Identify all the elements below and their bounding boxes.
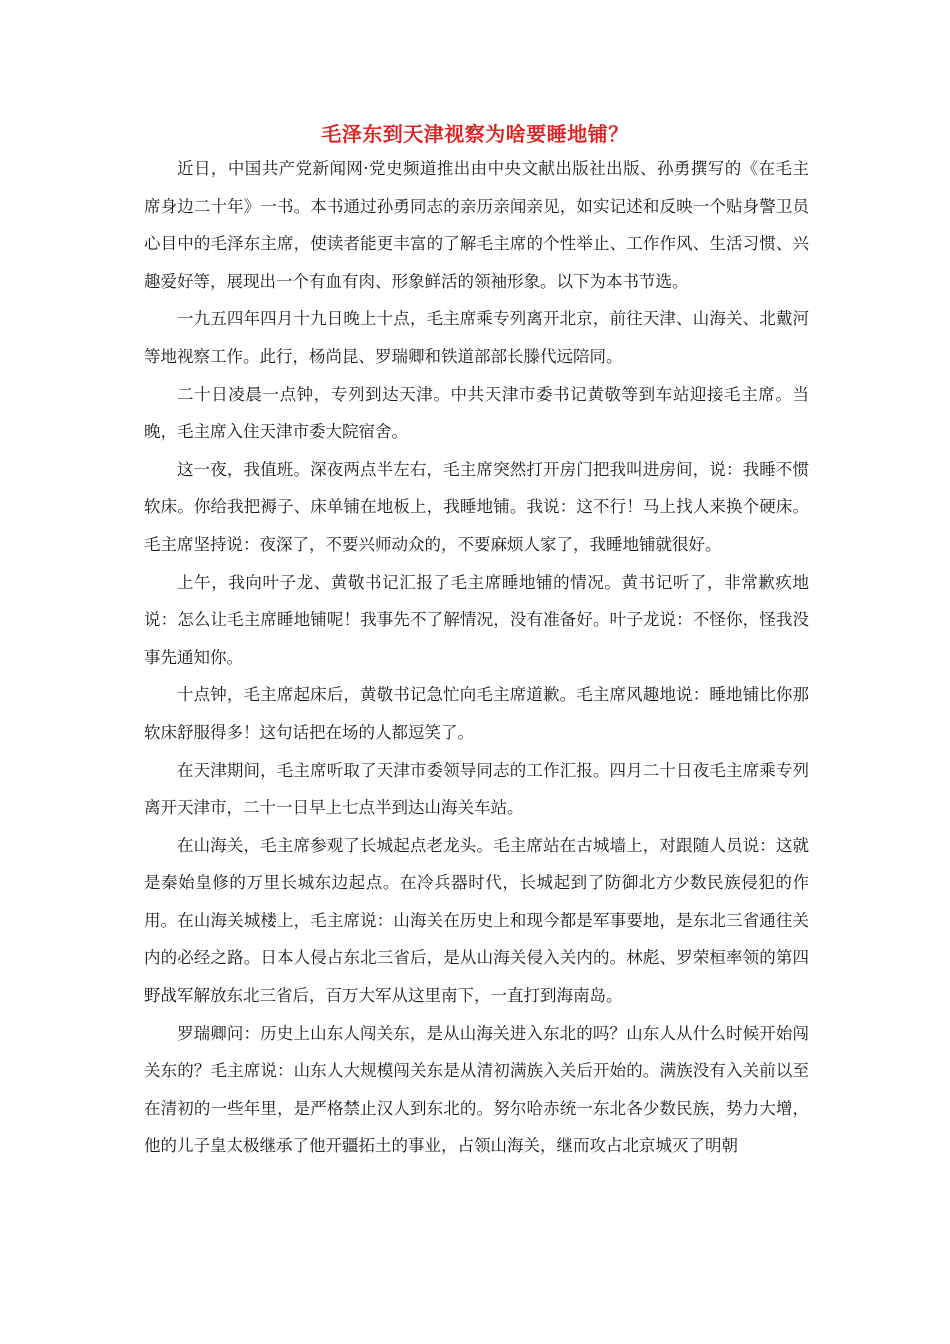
paragraph: 一九五四年四月十九日晚上十点，毛主席乘专列离开北京，前往天津、山海关、北戴河等地视察工作。此行，杨尚昆、罗瑞卿和铁道部部长滕代远陪同。 (144, 309, 809, 366)
paragraph: 近日，中国共产党新闻网·党史频道推出由中央文献出版社出版、孙勇撰写的《在毛主席身边二十年》一书。本书通过孙勇同志的亲历亲闻亲见，如实记述和反映一个贴身警卫员心目中的毛泽东主席，使读者能更丰富的了解毛主席的个性举止、工作作风、生活习惯、兴趣爱好等，展现出一个有血有肉、形象鲜活的领袖形象。以下为本书节选。 (144, 159, 809, 291)
paragraph: 二十日凌晨一点钟，专列到达天津。中共天津市委书记黄敬等到车站迎接毛主席。当晚，毛主席入住天津市委大院宿舍。 (144, 384, 809, 442)
paragraph: 这一夜，我值班。深夜两点半左右，毛主席突然打开房门把我叫进房间，说：我睡不惯软床。你给我把褥子、床单铺在地板上，我睡地铺。我说：这不行！马上找人来换个硬床。毛主席坚持说：夜深了，不要兴师动众的，不要麻烦人家了，我睡地铺就很好。 (144, 459, 809, 554)
paragraph: 在天津期间，毛主席听取了天津市委领导同志的工作汇报。四月二十日夜毛主席乘专列离开天津市，二十一日早上七点半到达山海关车站。 (144, 760, 809, 818)
paragraph: 上午，我向叶子龙、黄敬书记汇报了毛主席睡地铺的情况。黄书记听了，非常歉疚地说：怎么让毛主席睡地铺呢！我事先不了解情况，没有准备好。叶子龙说：不怪你，怪我没事先通知你。 (144, 572, 809, 667)
paragraph: 在山海关，毛主席参观了长城起点老龙头。毛主席站在古城墙上，对跟随人员说：这就是秦始皇修的万里长城东边起点。在冷兵器时代，长城起到了防御北方少数民族侵犯的作用。在山海关城楼上，毛主席说：山海关在历史上和现今都是军事要地，是东北三省通往关内的必经之路。日本人侵占东北三省后，是从山海关侵入关内的。林彪、罗荣桓率领的第四野战军解放东北三省后，百万大军从这里南下，一直打到海南岛。 (144, 835, 809, 1006)
paragraph: 罗瑞卿问：历史上山东人闯关东，是从山海关进入东北的吗？山东人从什么时候开始闯关东的？毛主席说：山东人大规模闯关东是从清初满族入关后开始的。满族没有入关前以至在清初的一些年里，是严格禁止汉人到东北的。努尔哈赤统一东北各少数民族，势力大增，他的儿子皇太极继承了他开疆拓土的事业，占领山海关，继而攻占北京城灭了明朝 (144, 1023, 809, 1156)
document-title: 毛泽东到天津视察为啥要睡地铺？ (321, 122, 629, 146)
paragraph: 十点钟，毛主席起床后，黄敬书记急忙向毛主席道歉。毛主席风趣地说：睡地铺比你那软床舒服得多！这句话把在场的人都逗笑了。 (144, 685, 809, 742)
document-body (144, 150, 809, 1165)
